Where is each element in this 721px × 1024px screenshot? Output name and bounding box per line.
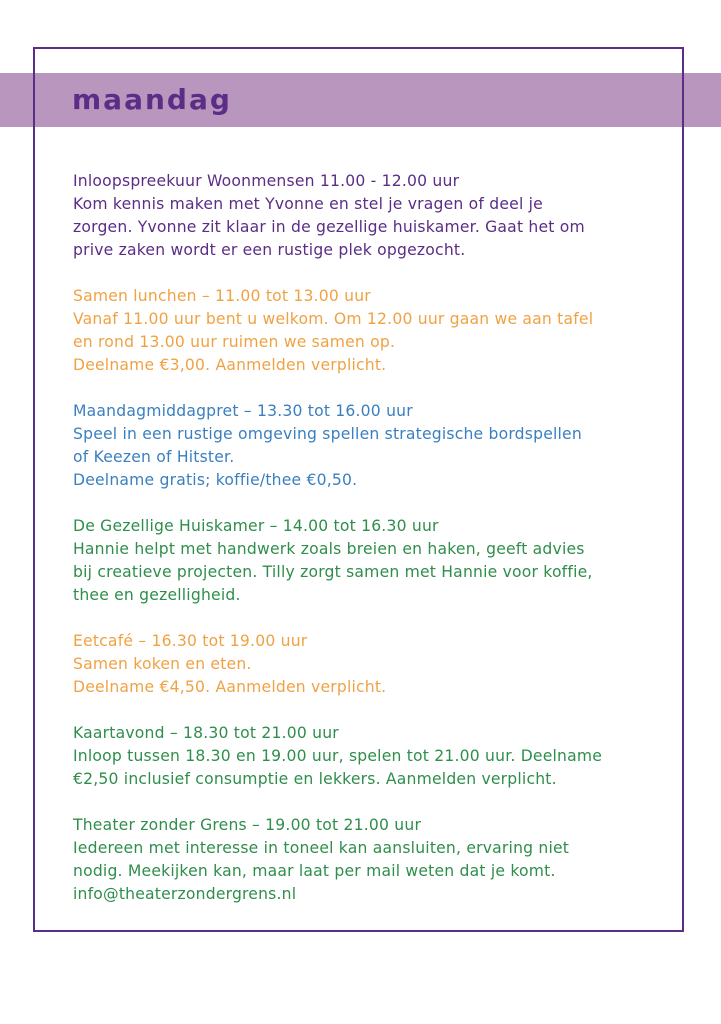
activity-heading: Samen lunchen – 11.00 tot 13.00 uur	[73, 287, 371, 305]
activity-line: Deelname gratis; koffie/thee €0,50.	[73, 471, 358, 489]
activity-gezellige-huiskamer	[73, 515, 673, 607]
activity-line: nodig. Meekijken kan, maar laat per mail weten dat je komt.	[73, 862, 556, 880]
activity-heading: Kaartavond – 18.30 tot 21.00 uur	[73, 724, 339, 742]
email-link[interactable]: info@theaterzondergrens.nl	[73, 885, 297, 903]
activity-line: Speel in een rustige omgeving spellen strategische bordspellen	[73, 425, 582, 443]
activity-line: Deelname €3,00. Aanmelden verplicht.	[73, 356, 387, 374]
activity-woonmensen	[73, 170, 673, 262]
activity-line: bij creatieve projecten. Tilly zorgt samen met Hannie voor koffie,	[73, 563, 593, 581]
activity-maandagmiddagpret	[73, 400, 673, 492]
activity-line: €2,50 inclusief consumptie en lekkers. Aanmelden verplicht.	[73, 770, 557, 788]
activity-line: Samen koken en eten.	[73, 655, 252, 673]
activity-line: en rond 13.00 uur ruimen we samen op.	[73, 333, 396, 351]
activity-heading: De Gezellige Huiskamer – 14.00 tot 16.30 uur	[73, 517, 439, 535]
activity-line: Deelname €4,50. Aanmelden verplicht.	[73, 678, 387, 696]
activity-line: of Keezen of Hitster.	[73, 448, 235, 466]
activity-line: Iedereen met interesse in toneel kan aansluiten, ervaring niet	[73, 839, 570, 857]
activity-kaartavond	[73, 722, 673, 791]
activity-line: Vanaf 11.00 uur bent u welkom. Om 12.00 uur gaan we aan tafel	[73, 310, 594, 328]
activity-heading: Theater zonder Grens – 19.00 tot 21.00 uur	[73, 816, 422, 834]
activity-samen-lunchen	[73, 285, 673, 377]
activity-theater-zonder-grens	[73, 814, 673, 906]
activity-line: Hannie helpt met handwerk zoals breien en haken, geeft advies	[73, 540, 585, 558]
activity-heading: Inloopspreekuur Woonmensen 11.00 - 12.00 uur	[73, 172, 460, 190]
activity-line: Inloop tussen 18.30 en 19.00 uur, spelen tot 21.00 uur. Deelname	[73, 747, 603, 765]
activity-heading: Maandagmiddagpret – 13.30 tot 16.00 uur	[73, 402, 413, 420]
activity-heading: Eetcafé – 16.30 tot 19.00 uur	[73, 632, 308, 650]
activity-eetcafe	[73, 630, 673, 699]
activity-list	[73, 170, 673, 929]
activity-line: thee en gezelligheid.	[73, 586, 241, 604]
activity-line: zorgen. Yvonne zit klaar in de gezellige huiskamer. Gaat het om	[73, 218, 585, 236]
activity-line: prive zaken wordt er een rustige plek opgezocht.	[73, 241, 466, 259]
day-title: maandag	[72, 83, 232, 116]
activity-line: Kom kennis maken met Yvonne en stel je vragen of deel je	[73, 195, 543, 213]
